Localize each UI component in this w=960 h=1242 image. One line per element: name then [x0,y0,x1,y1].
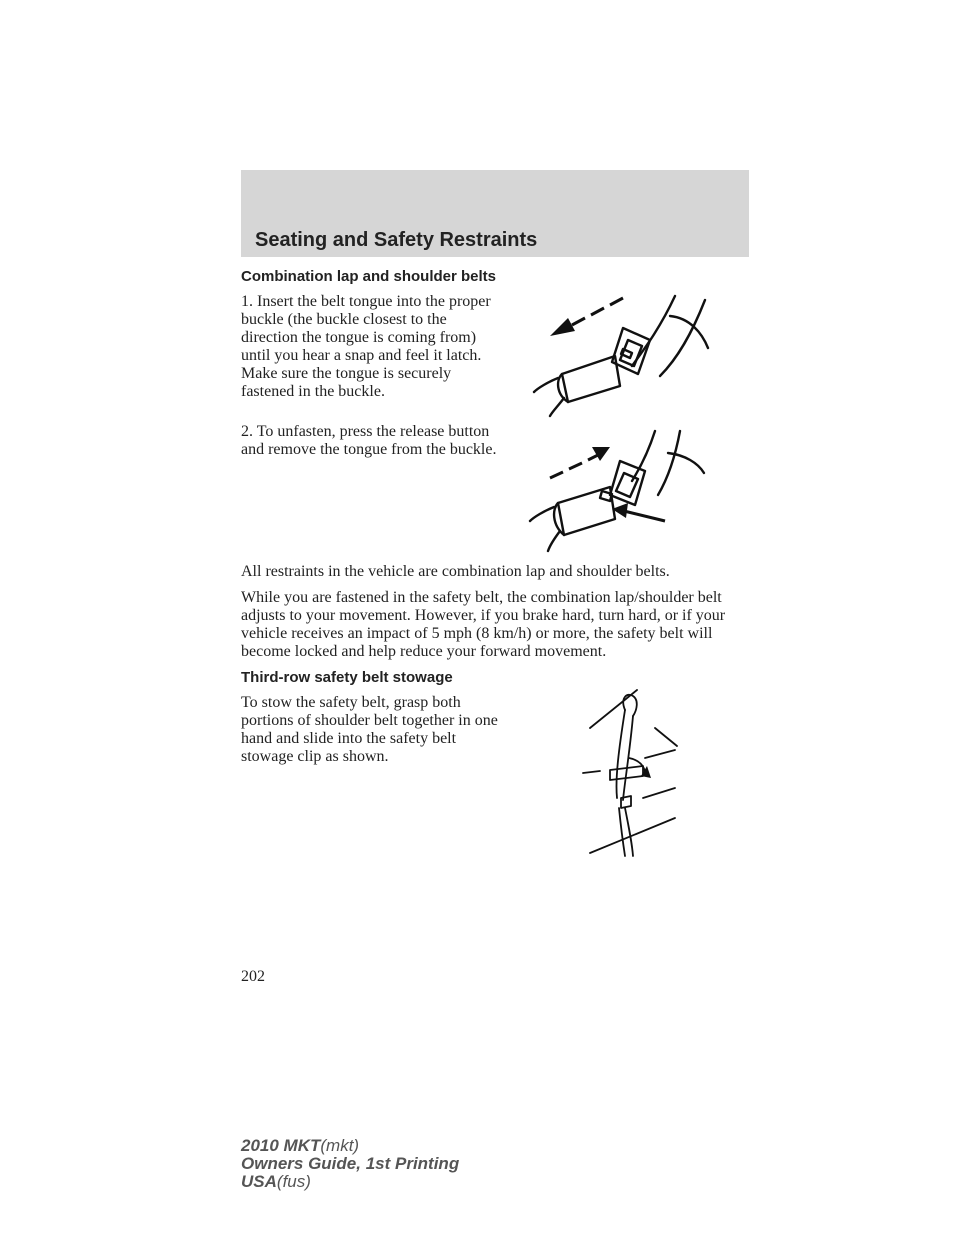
section-title: Seating and Safety Restraints [255,229,538,251]
heading-combination-belts: Combination lap and shoulder belts [241,268,497,285]
step-2-text: 2. To unfasten, press the release button and remove the tongue from the buckle. [241,423,497,458]
heading-third-row-stowage: Third-row safety belt stowage [241,669,453,686]
footer-market-line [241,1173,459,1191]
footer-model-code: (mkt) [320,1136,360,1155]
buckle-release-illustration [520,423,720,553]
footer-market-code: (fus) [276,1172,311,1191]
print-footer [241,1137,459,1191]
belt-lock-paragraph: While you are fastened in the safety belt, the combination lap/shoulder belt adjusts to your movement. However, if you brake hard, turn hard, or if your vehicle receives an impact of 5 mph (8 km/h) or more, the safety belt will become locked and help reduce your forward movement. [241,589,726,660]
footer-guide: Owners Guide, 1st Printing [241,1154,460,1173]
page-number: 202 [241,968,265,985]
buckle-fasten-illustration [520,288,720,418]
footer-model: 2010 MKT [241,1136,321,1155]
restraints-statement: All restraints in the vehicle are combination lap and shoulder belts. [241,563,670,580]
footer-market: USA [241,1172,277,1191]
belt-stowage-clip-illustration [575,688,685,858]
footer-model-line [241,1137,459,1155]
stowage-instructions: To stow the safety belt, grasp both portions of shoulder belt together in one hand and slide into the safety belt stowage clip as shown. [241,694,498,765]
step-1-text: 1. Insert the belt tongue into the proper buckle (the buckle closest to the direction the tongue is coming from) until you hear a snap and feel it latch. Make sure the tongue is securely fastened in the buckle. [241,293,491,400]
